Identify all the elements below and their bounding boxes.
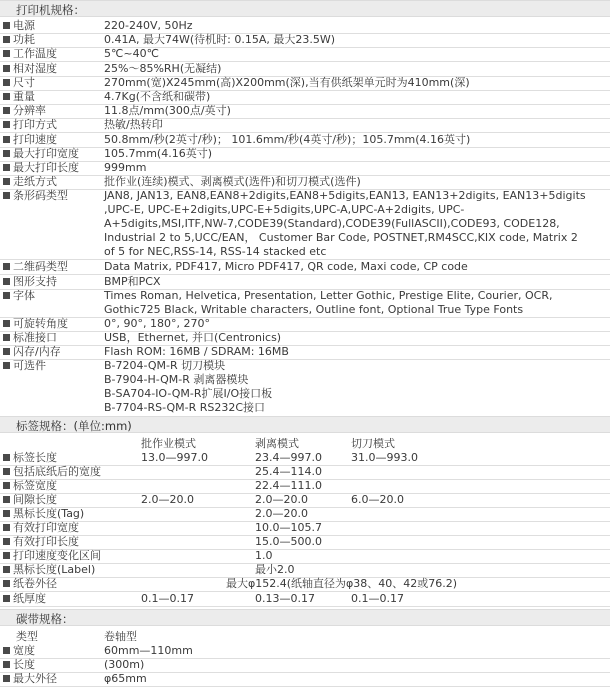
spec-value: 4.7Kg(不含纸和碳带)	[104, 90, 211, 103]
spec-row-memory: 闪存/内存 Flash ROM: 16MB / SDRAM: 16MB	[0, 345, 610, 360]
bullet-icon	[3, 278, 10, 285]
bullet-icon	[3, 320, 10, 327]
ribbon-row-type: 类型 卷轴型	[16, 630, 137, 643]
spec-label: 走纸方式	[13, 175, 57, 189]
spec-row-graphics: 图形支持 BMP和PCX	[0, 275, 610, 290]
label-table-row	[0, 535, 610, 550]
spec-label: 打印速度	[13, 132, 57, 146]
peel-mode-value: 22.4—111.0	[255, 479, 322, 492]
label-row-label: 包括底纸后的宽度	[13, 465, 101, 478]
bullet-icon	[3, 566, 10, 573]
spec-row	[0, 90, 610, 105]
spec-label: 工作温度	[13, 47, 57, 61]
bullet-icon	[3, 79, 10, 86]
peel-mode-value: 1.0	[255, 549, 273, 562]
ribbon-row-max-diameter: 最大外径 φ65mm	[0, 672, 610, 687]
bullet-icon	[3, 552, 10, 559]
spec-row	[0, 19, 610, 34]
spec-label: 最大打印宽度	[13, 146, 79, 160]
spec-row	[0, 47, 610, 62]
label-row-label: 打印速度变化区间	[13, 549, 101, 562]
bullet-icon	[3, 22, 10, 29]
bullet-icon	[3, 524, 10, 531]
spec-value: 270mm(宽)X245mm(高)X200mm(深),当有供纸架单元时为410mm(深)	[104, 75, 470, 89]
spec-row	[0, 62, 610, 77]
spec-row-barcode: 条形码类型 JAN8, JAN13, EAN8,EAN8+2digits,EAN8+5digits,EAN13, EAN13+2digits, EAN13+5digits ,UPC-E, UPC-E+2digits,UPC-E+5digits,UPC-A,UPC-A+2digits, UPC- A+5digits,MSI,ITF,NW-7,CODE39(Standard),CODE39(FullASCII),CODE93, CODE128, Industrial 2 to 5,UCC/EAN， Customer Bar Code, POSTNET,RM4SCC,KIX code, Matrix 2 of 5 for NEC,RSS-14, RSS-14 stacked etc	[0, 189, 610, 260]
spec-row-qr: 二维码类型 Data Matrix, PDF417, Micro PDF417, QR code, Maxi code, CP code	[0, 260, 610, 275]
spec-value: 105.7mm(4.16英寸)	[104, 146, 212, 160]
spec-value: 11.8点/mm(300点/英寸)	[104, 104, 231, 118]
label-row-label: 黑标长度(Tag)	[13, 507, 85, 520]
bullet-icon	[3, 150, 10, 157]
bullet-icon	[3, 496, 10, 503]
spec-row	[0, 76, 610, 91]
label-table-row	[0, 493, 610, 508]
spec-row-options: 可选件 B-7204-QM-R 切刀模块 B-7904-H-QM-R 剥离器模块 B-SA704-IO-QM-R扩展I/O接口板 B-7704-RS-QM-R RS232C接口	[0, 359, 610, 415]
label-row-label: 标签宽度	[13, 479, 57, 492]
spec-value: 50.8mm/秒(2英寸/秒)； 101.6mm/秒(4英寸/秒)；105.7mm(4.16英寸)	[104, 132, 471, 146]
spec-row	[0, 118, 610, 133]
spec-label: 分辨率	[13, 104, 46, 118]
bullet-icon	[3, 121, 10, 128]
section-header-label: 标签规格：(单位:mm)	[0, 416, 610, 433]
label-row-label: 有效打印宽度	[13, 521, 79, 534]
spec-row	[0, 161, 610, 176]
spec-label: 相对湿度	[13, 61, 57, 75]
bullet-icon	[3, 580, 10, 587]
label-table-row	[0, 563, 610, 578]
label-row-label: 黑标长度(Label)	[13, 563, 96, 576]
ribbon-row-width: 宽度 60mm—110mm	[0, 644, 610, 659]
bullet-icon	[3, 482, 10, 489]
spec-label: 打印方式	[13, 118, 57, 132]
spec-value: 999mm	[104, 161, 147, 174]
peel-mode-value: 最小2.0	[255, 563, 295, 576]
ribbon-row-length: 长度 (300m)	[0, 658, 610, 673]
peel-mode-value: 2.0—20.0	[255, 507, 308, 520]
spec-row	[0, 147, 610, 162]
bullet-icon	[3, 192, 10, 199]
bullet-icon	[3, 675, 10, 682]
spec-label: 功耗	[13, 33, 35, 47]
bullet-icon	[3, 263, 10, 270]
bullet-icon	[3, 348, 10, 355]
label-row-label: 有效打印长度	[13, 535, 79, 548]
section-header-print: 打印机规格：	[0, 0, 610, 17]
spec-row	[0, 133, 610, 148]
peel-mode-value: 10.0—105.7	[255, 521, 322, 534]
bullet-icon	[3, 136, 10, 143]
bullet-icon	[3, 178, 10, 185]
label-row-label: 标签长度	[13, 451, 57, 464]
spec-row-rotation: 可旋转角度 0°, 90°, 180°, 270°	[0, 317, 610, 332]
bullet-icon	[3, 164, 10, 171]
spec-row	[0, 175, 610, 190]
batch-mode-value: 2.0—20.0	[141, 493, 194, 506]
bullet-icon	[3, 647, 10, 654]
bullet-icon	[3, 65, 10, 72]
spec-value: 热敏/热转印	[104, 118, 163, 132]
label-table-row	[0, 521, 610, 536]
label-row-label: 间隙长度	[13, 493, 57, 506]
peel-mode-value: 2.0—20.0	[255, 493, 308, 506]
label-table-row	[0, 451, 610, 466]
bullet-icon	[3, 538, 10, 545]
batch-mode-value: 13.0—997.0	[141, 451, 208, 464]
bullet-icon	[3, 595, 10, 602]
bullet-icon	[3, 362, 10, 369]
section-header-ribbon: 碳带规格：	[0, 609, 610, 626]
spec-value: 220-240V, 50Hz	[104, 19, 193, 32]
label-table-row	[0, 465, 610, 480]
bullet-icon	[3, 510, 10, 517]
spec-row	[0, 104, 610, 119]
bullet-icon	[3, 36, 10, 43]
cutter-mode-value: 31.0—993.0	[351, 451, 418, 464]
label-table-row	[0, 479, 610, 494]
bullet-icon	[3, 93, 10, 100]
spec-label: 电源	[13, 19, 35, 32]
spec-row	[0, 33, 610, 48]
peel-mode-value: 25.4—114.0	[255, 465, 322, 478]
label-row-outer-diameter: 纸卷外径 最大φ152.4(纸轴直径为φ38、40、42或76.2)	[0, 577, 610, 592]
peel-mode-value: 15.0—500.0	[255, 535, 322, 548]
spec-value: 5℃~40℃	[104, 47, 159, 61]
spec-row-interface: 标准接口 USB，Ethernet, 并口(Centronics)	[0, 331, 610, 346]
spec-label: 尺寸	[13, 75, 35, 89]
bullet-icon	[3, 292, 10, 299]
cutter-mode-value: 6.0—20.0	[351, 493, 404, 506]
spec-row-font: 字体 Times Roman, Helvetica, Presentation, Letter Gothic, Prestige Elite, Courier, OCR, Gothic725 Black, Writable characters, Outline font, Optional True Type Fonts	[0, 289, 610, 318]
spec-label: 重量	[13, 90, 35, 103]
label-row-thickness: 纸厚度 0.1—0.17 0.13—0.17 0.1—0.17	[0, 592, 610, 607]
spec-value: 25%～85%RH(无凝结)	[104, 61, 222, 75]
bullet-icon	[3, 50, 10, 57]
spec-value: 批作业(连续)模式、剥离模式(选件)和切刀模式(选件)	[104, 175, 361, 189]
spec-value: 0.41A, 最大74W(待机时: 0.15A, 最大23.5W)	[104, 33, 336, 47]
peel-mode-value: 23.4—997.0	[255, 451, 322, 464]
bullet-icon	[3, 334, 10, 341]
bullet-icon	[3, 107, 10, 114]
bullet-icon	[3, 661, 10, 668]
label-table-header: 批作业模式 剥离模式 切刀模式	[141, 437, 395, 450]
label-table-row	[0, 507, 610, 522]
label-table-row	[0, 549, 610, 564]
spec-label: 最大打印长度	[13, 161, 79, 174]
bullet-icon	[3, 454, 10, 461]
bullet-icon	[3, 468, 10, 475]
